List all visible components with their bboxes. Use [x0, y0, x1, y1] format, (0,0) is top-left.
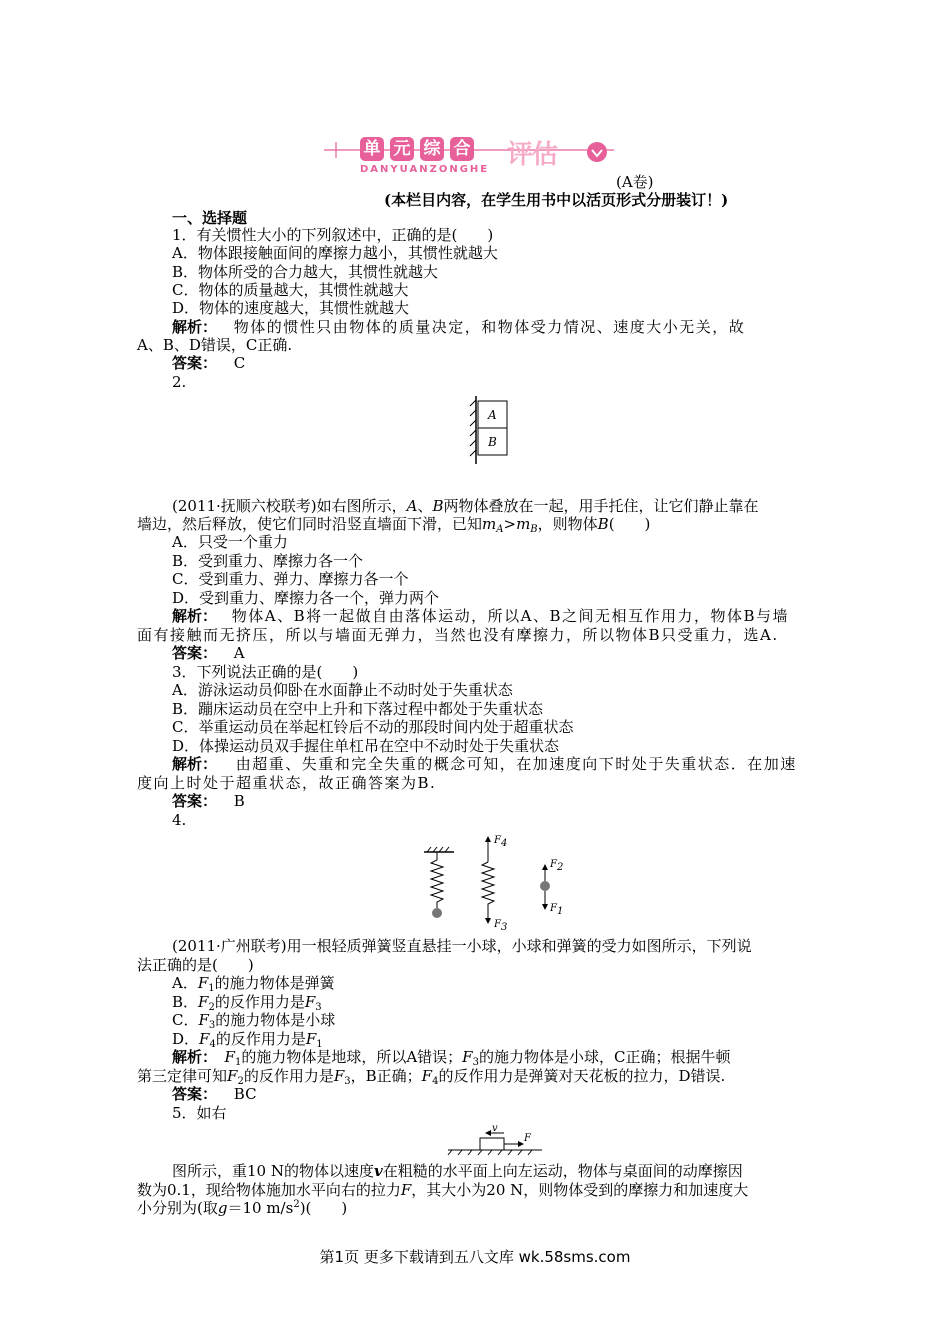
q3-option-b: B．蹦床运动员在空中上升和下落过程中都处于失重状态	[172, 700, 544, 718]
q2-answer: A	[233, 644, 245, 662]
q4-option-d: D．$F_4$的反作用力是$F_1$	[172, 1030, 323, 1050]
q1-analysis-line1: 物体的惯性只由物体的质量决定，和物体受力情况、速度大小无关，故	[233, 318, 746, 336]
q3-stem: 3．下列说法正确的是( )	[172, 663, 359, 681]
section-heading: 一、选择题	[172, 209, 248, 227]
q1-option-c: C．物体的质量越大，其惯性就越大	[172, 281, 409, 299]
banner-char-4: 合	[450, 137, 474, 161]
q2-stem-line2: 墙边，然后释放，使它们同时沿竖直墙面下滑，已知$m_A>m_B$，则物体B( )	[137, 515, 651, 535]
unit-assessment-banner	[322, 128, 618, 182]
velocity-label: v	[492, 1123, 498, 1134]
q1-answer-label: 答案：	[172, 354, 218, 372]
page-footer: 第1页 更多下载请到五八文库 wk.58sms.com	[319, 1248, 631, 1266]
q2-wall-blocks-figure	[466, 394, 514, 466]
q4-option-a: A．$F_1$的施力物体是弹簧	[172, 974, 335, 994]
q2-analysis-label: 解析：	[172, 607, 218, 625]
q1-stem: 1．有关惯性大小的下列叙述中，正确的是( )	[172, 226, 494, 244]
force-f2-label: $F_2$	[550, 859, 564, 873]
q4-option-b: B．$F_2$的反作用力是$F_3$	[172, 993, 322, 1013]
q4-spring-forces-figure	[418, 832, 578, 932]
q2-answer-label: 答案：	[172, 644, 218, 662]
q1-analysis-line2: A、B、D错误，C正确.	[137, 336, 293, 354]
q2-option-a: A．只受一个重力	[172, 533, 288, 551]
q5-stem-line3: 小分别为(取g＝10 $m/s^2$)( )	[137, 1199, 348, 1217]
q2-stem-line1: (2011·抚顺六校联考)如右图所示，A、B两物体叠放在一起，用手托住，让它们静止靠在	[172, 497, 759, 515]
q3-analysis-label: 解析：	[172, 755, 218, 773]
q4-number: 4.	[172, 811, 187, 829]
q5-number: 5．如右	[172, 1104, 227, 1122]
block-a-label: A	[488, 408, 497, 422]
q4-analysis-line1: 解析： $F_1$的施力物体是地球，所以A错误；$F_3$的施力物体是小球，C正确；根据牛顿	[172, 1048, 731, 1068]
q5-block-figure	[446, 1120, 546, 1156]
q2-option-c: C．受到重力、弹力、摩擦力各一个	[172, 570, 409, 588]
q2-number: 2.	[172, 373, 187, 391]
q1-option-d: D．物体的速度越大，其惯性就越大	[172, 299, 410, 317]
q5-stem-line1: 图所示，重10 N的物体以速度v在粗糙的水平面上向左运动，物体与桌面间的动摩擦因	[172, 1162, 743, 1180]
wall-figure	[466, 394, 514, 466]
q3-answer: B	[233, 792, 245, 810]
q4-stem-line1: (2011·广州联考)用一根轻质弹簧竖直悬挂一小球，小球和弹簧的受力如图所示，下列说	[172, 937, 752, 955]
q2-analysis-line1: 物体A、B将一起做自由落体运动，所以A、B之间无相互作用力，物体B与墙	[231, 607, 790, 625]
banner-pinyin: DANYUANZONGHE	[360, 164, 490, 175]
q3-option-d: D．体操运动员双手握住单杠吊在空中不动时处于失重状态	[172, 737, 560, 755]
force-f-label: F	[524, 1133, 531, 1144]
q1-answer: C	[233, 354, 246, 372]
force-f3-label: $F_3$	[494, 919, 508, 933]
q4-answer: BC	[233, 1085, 257, 1103]
q4-option-c: C．$F_3$的施力物体是小球	[172, 1011, 336, 1031]
q5-stem-line2: 数为0.1，现给物体施加水平向右的拉力F，其大小为20 N，则物体受到的摩擦力和加速度大	[137, 1181, 749, 1199]
q3-analysis-line2: 度向上时处于超重状态，故正确答案为B.	[137, 774, 437, 792]
q3-option-c: C．举重运动员在举起杠铃后不动的那段时间内处于超重状态	[172, 718, 574, 736]
q1-option-a: A．物体跟接触面间的摩擦力越小，其惯性就越大	[172, 244, 498, 262]
force-f4-label: $F_4$	[494, 835, 508, 849]
q3-analysis-line1: 由超重、失重和完全失重的概念可知，在加速度向下时处于失重状态．在加速	[235, 755, 797, 773]
q4-analysis-line2: 第三定律可知$F_2$的反作用力是$F_3$，B正确；$F_4$的反作用力是弹簧对天花板的拉力，D错误.	[137, 1067, 726, 1087]
volume-label: (A卷)	[616, 173, 654, 191]
binding-note: (本栏目内容，在学生用书中以活页形式分册装订！)	[384, 191, 729, 209]
force-f1-label: $F_1$	[550, 903, 564, 917]
q1-analysis-label: 解析：	[172, 318, 218, 336]
block-b-label: B	[488, 435, 497, 449]
q4-stem-line2: 法正确的是( )	[137, 956, 254, 974]
banner-assess: 评估	[507, 140, 558, 170]
q1-option-b: B．物体所受的合力越大，其惯性就越大	[172, 263, 439, 281]
q4-answer-label: 答案：	[172, 1085, 218, 1103]
q2-option-b: B．受到重力、摩擦力各一个	[172, 552, 364, 570]
q2-option-d: D．受到重力、摩擦力各一个，弹力两个	[172, 589, 440, 607]
banner-char-3: 综	[420, 137, 444, 161]
q3-answer-label: 答案：	[172, 792, 218, 810]
banner-char-1: 单	[360, 137, 384, 161]
banner-char-2: 元	[390, 137, 414, 161]
q2-analysis-line2: 面有接触而无挤压，所以与墙面无弹力，当然也没有摩擦力，所以物体B只受重力，选A.	[137, 626, 779, 644]
q3-option-a: A．游泳运动员仰卧在水面静止不动时处于失重状态	[172, 681, 513, 699]
